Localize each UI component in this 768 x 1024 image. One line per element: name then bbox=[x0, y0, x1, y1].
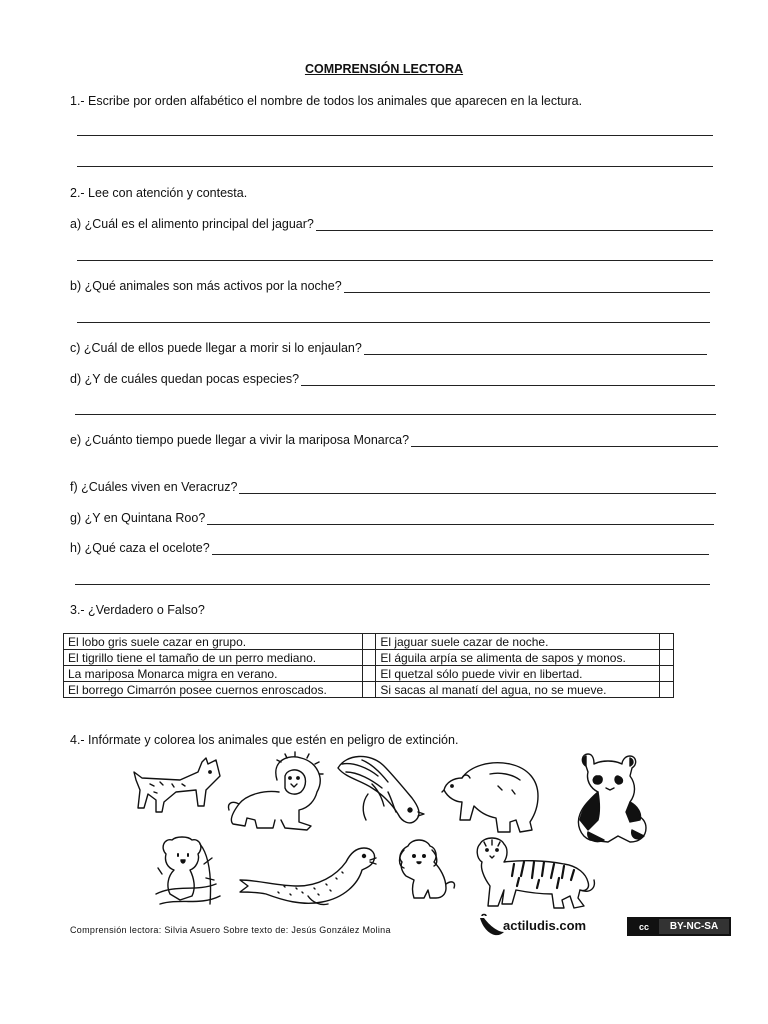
page-title: COMPRENSIÓN LECTORA bbox=[304, 62, 464, 76]
question-2c bbox=[70, 341, 707, 355]
answer-line bbox=[77, 322, 710, 323]
question-2e bbox=[70, 433, 718, 447]
table-row bbox=[64, 650, 674, 666]
question-2b bbox=[70, 279, 710, 293]
tiger-icon[interactable] bbox=[477, 838, 594, 908]
question-text: g) ¿Y en Quintana Roo? bbox=[70, 511, 206, 525]
question-2f bbox=[70, 480, 716, 494]
question-2a bbox=[70, 217, 713, 231]
question-text: b) ¿Qué animales son más activos por la noche? bbox=[70, 279, 342, 293]
lion-icon[interactable] bbox=[228, 752, 323, 830]
answer-line bbox=[77, 166, 713, 167]
question-text: a) ¿Cuál es el alimento principal del jaguar? bbox=[70, 217, 314, 231]
question-2h bbox=[70, 541, 709, 555]
answer-line bbox=[344, 281, 710, 293]
question-1: 1.- Escribe por orden alfabético el nombre de todos los animales que aparecen en la lectura. bbox=[70, 94, 583, 108]
answer-line bbox=[411, 435, 718, 447]
cc-icon: cc bbox=[629, 919, 659, 934]
answer-box[interactable] bbox=[660, 682, 674, 698]
question-2d bbox=[70, 372, 715, 386]
lynx-icon[interactable] bbox=[134, 758, 220, 812]
statement-cell: El quetzal sólo puede vivir en libertad. bbox=[376, 666, 660, 682]
question-text: c) ¿Cuál de ellos puede llegar a morir si lo enjaulan? bbox=[70, 341, 362, 355]
table-row bbox=[64, 682, 674, 698]
answer-box[interactable] bbox=[362, 682, 376, 698]
answer-line bbox=[212, 543, 709, 555]
table-row bbox=[64, 634, 674, 650]
statement-cell: El águila arpía se alimenta de sapos y monos. bbox=[376, 650, 660, 666]
answer-box[interactable] bbox=[362, 634, 376, 650]
polar-bear-icon[interactable] bbox=[442, 763, 538, 832]
question-text: f) ¿Cuáles viven en Veracruz? bbox=[70, 480, 238, 494]
panda-icon[interactable] bbox=[578, 754, 646, 842]
license-text: BY-NC-SA bbox=[659, 919, 729, 934]
question-2g bbox=[70, 511, 714, 525]
statement-cell: El jaguar suele cazar de noche. bbox=[376, 634, 660, 650]
answer-line bbox=[75, 584, 710, 585]
statement-cell: El lobo gris suele cazar en grupo. bbox=[64, 634, 363, 650]
puppy-icon[interactable] bbox=[400, 840, 455, 898]
question-3-heading: 3.- ¿Verdadero o Falso? bbox=[70, 603, 205, 617]
statement-cell: El tigrillo tiene el tamaño de un perro mediano. bbox=[64, 650, 363, 666]
question-text: e) ¿Cuánto tiempo puede llegar a vivir la mariposa Monarca? bbox=[70, 433, 410, 447]
koala-icon[interactable] bbox=[156, 837, 220, 904]
true-false-table bbox=[63, 633, 674, 698]
seal-icon[interactable] bbox=[240, 848, 376, 905]
question-2-heading: 2.- Lee con atención y contesta. bbox=[70, 186, 248, 200]
statement-cell: El borrego Cimarrón posee cuernos enroscados. bbox=[64, 682, 363, 698]
answer-line bbox=[77, 260, 713, 261]
statement-cell: La mariposa Monarca migra en verano. bbox=[64, 666, 363, 682]
question-text: d) ¿Y de cuáles quedan pocas especies? bbox=[70, 372, 300, 386]
table-row bbox=[64, 666, 674, 682]
answer-line bbox=[316, 219, 713, 231]
answer-line bbox=[75, 414, 716, 415]
footer-credit: Comprensión lectora: Silvia Asuero Sobre texto de: Jesús González Molina bbox=[70, 925, 391, 935]
answer-line bbox=[364, 343, 707, 355]
answer-box[interactable] bbox=[660, 666, 674, 682]
animal-drawings bbox=[120, 750, 660, 915]
question-text: h) ¿Qué caza el ocelote? bbox=[70, 541, 210, 555]
answer-line bbox=[77, 135, 713, 136]
question-4: 4.- Infórmate y colorea los animales que estén en peligro de extinción. bbox=[70, 733, 459, 747]
quetzal-icon[interactable] bbox=[338, 756, 424, 822]
statement-cell: Si sacas al manatí del agua, no se mueve. bbox=[376, 682, 660, 698]
license-badge bbox=[627, 917, 731, 936]
answer-line bbox=[301, 374, 715, 386]
answer-line bbox=[207, 513, 714, 525]
site-name: actiludis.com bbox=[503, 918, 587, 933]
answer-line bbox=[239, 482, 716, 494]
answer-box[interactable] bbox=[660, 650, 674, 666]
answer-box[interactable] bbox=[362, 650, 376, 666]
answer-box[interactable] bbox=[362, 666, 376, 682]
answer-box[interactable] bbox=[660, 634, 674, 650]
